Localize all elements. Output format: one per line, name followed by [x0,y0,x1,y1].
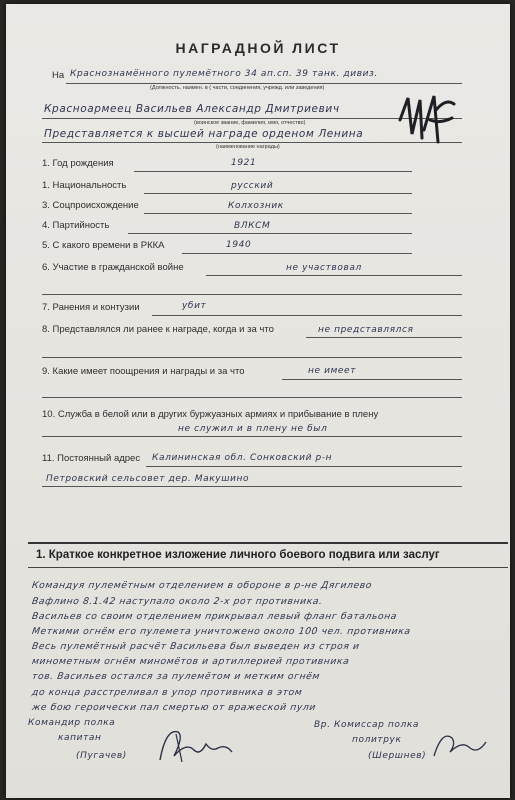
sign-left-name: (Пугачев) [76,751,127,761]
field-rkka-since-label: 5. С какого времени в РККА [42,240,165,251]
field-party-line [128,233,412,234]
sign-right-signature [430,726,490,766]
field-rkka-since-line [182,253,412,254]
field-social-origin-value: Колхозник [228,201,284,211]
field-decorations-label: 9. Какие имеет поощрения и награды и за что [42,366,245,377]
unit-line [66,83,462,84]
sign-right-name: (Шершнев) [368,751,427,761]
na-label: На [52,70,65,81]
field-birth-year-value: 1921 [231,158,257,168]
unit-value: Краснознамённого пулемётного 34 ап.сп. 39 танк. дивиз. [70,69,378,79]
field-address-label: 11. Постоянный адрес [42,453,141,464]
sign-right-title-2: политрук [352,735,402,745]
field-civil-war-line [206,275,462,276]
person-caption: (воинское звание, фамилия, имя, отчество) [194,120,306,126]
sign-right-title-1: Вр. Комиссар полка [314,720,420,730]
field-civil-war-line-2 [42,294,462,295]
field-prev-award-value: не представлялся [318,325,414,335]
feat-line: Вафлино 8.1.42 наступало около 2-х рот противника. [31,596,324,607]
field-address-value-2: Петровский сельсовет дер. Макушино [46,474,250,484]
field-rkka-since-value: 1940 [226,240,252,250]
field-service-line [42,436,462,437]
feat-line: Командуя пулемётным отделением в обороне в р-не Дягилево [31,580,373,591]
field-wounds-line [152,315,462,316]
field-wounds-value: убит [182,301,207,311]
field-civil-war-value: не участвовал [286,263,362,273]
award-sheet [6,4,510,798]
field-nationality-line [144,193,412,194]
field-address-value: Калининская обл. Сонковский р-н [152,453,333,463]
resolution-scribble [394,90,460,152]
section-title: 1. Краткое конкретное изложение личного боевого подвига или заслуг [36,549,440,561]
document-title: НАГРАДНОЙ ЛИСТ [175,40,341,56]
unit-caption: (Должность, наимен. в ( части, соединения, учрежд. или заведения) [150,85,325,91]
field-birth-year-line [134,171,412,172]
field-address-line-2 [42,486,462,487]
feat-line: Весь пулемётный расчёт Васильева был выведен из строя и [31,641,361,652]
sign-left-title-1: Командир полка [28,718,116,728]
sign-left-title-2: капитан [58,733,102,743]
field-civil-war-label: 6. Участие в гражданской войне [42,262,184,273]
feat-line: тов. Васильев остался за пулемётом и метким огнём [31,671,321,682]
field-party-value: ВЛКСМ [234,221,271,231]
sign-left-signature [156,722,236,768]
feat-line: Васильев со своим отделением прикрывал левый фланг батальона [31,611,398,622]
field-wounds-label: 7. Ранения и контузии [42,302,140,313]
field-service-value: не служил и в плену не был [178,424,328,434]
field-party-label: 4. Партийность [42,220,110,231]
field-decorations-line-2 [42,397,462,398]
field-prev-award-label: 8. Представлялся ли ранее к награде, когда и за что [42,324,274,335]
person-value: Красноармеец Васильев Александр Дмитриевич [44,103,340,115]
feat-line: до конца расстреливал в упор противника в этом [31,687,304,698]
field-nationality-label: 1. Национальность [42,180,127,191]
award-value: Представляется к высшей награде орденом Ленина [44,128,364,140]
field-prev-award-line-2 [42,357,462,358]
feat-line: Меткими огнём его пулемета уничтожено около 100 чел. противника [31,626,412,637]
section-rule [28,542,508,544]
field-nationality-value: русский [231,181,274,191]
field-social-origin-label: 3. Соцпроисхождение [42,200,139,211]
field-address-line [146,466,462,467]
field-decorations-value: не имеет [308,366,357,376]
award-caption: (наименование награды) [216,144,280,150]
field-prev-award-line [306,337,462,338]
section-rule-2 [28,567,508,568]
field-decorations-line [282,379,462,380]
field-birth-year-label: 1. Год рождения [42,158,114,169]
field-social-origin-line [144,213,412,214]
feat-line: же бою героически пал смертью от вражеской пули [31,702,317,713]
field-service-label: 10. Служба в белой или в других буржуазных армиях и прибывание в плену [42,409,379,420]
feat-line: минометным огнём миномётов и артиллерией противника [31,656,351,667]
